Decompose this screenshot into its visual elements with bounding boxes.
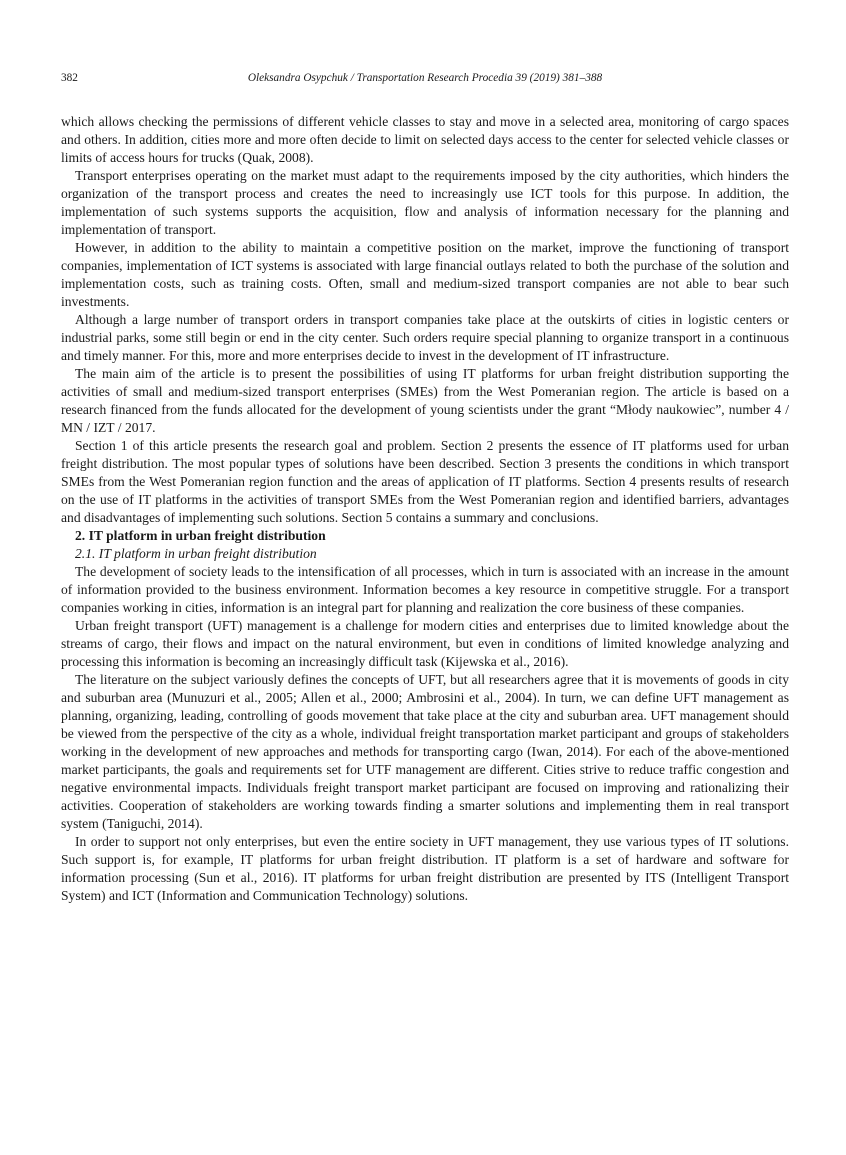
paragraph: The literature on the subject variously defines the concepts of UFT, but all researchers agree that it is movements of goods in city and suburban area (Munuzuri et al., 2005; Allen et al., 2000; Ambrosini et al., 2004). In turn, we can define UFT management as planning, organizing, leading, controlling of goods movement that take place at the city and suburban area. UFT management should be viewed from the perspective of the city as a whole, individual freight transportation market participant and groups of stakeholders working in the development of new approaches and methods for transporting cargo (Iwan, 2014). For each of the above-mentioned market participants, the goals and requirements set for UTF management are different. Cities strive to reduce traffic congestion and negative environmental impacts. Individuals freight transport market participant are focused on improving and rationalizing their activities. Cooperation of stakeholders are working towards finding a smarter solutions and implementing them in real transport system (Taniguchi, 2014). (61, 672, 789, 831)
paragraph: The development of society leads to the intensification of all processes, which in turn is associated with an increase in the amount of information provided to the business environment. Information becomes a key resource in competitive struggle. For a transport companies working in cities, information is an integral part for planning and realization the core business of these companies. (61, 564, 789, 615)
paragraph: Section 1 of this article presents the research goal and problem. Section 2 presents the essence of IT platforms used for urban freight distribution. The most popular types of solutions have been described. Section 3 presents the conditions in which transport SMEs from the West Pomeranian region function and the areas of application of IT platforms. Section 4 presents results of research on the use of IT platforms in the activities of transport SMEs from the West Pomeranian region and identified barriers, advantages and disadvantages of implementing such solutions. Section 5 contains a summary and conclusions. (61, 438, 789, 525)
paragraph: The main aim of the article is to present the possibilities of using IT platforms for urban freight distribution supporting the activities of small and medium-sized transport enterprises (SMEs) from the West Pomeranian region. The article is based on a research financed from the funds allocated for the development of young scientists under the grant “Młody naukowiec”, number 4 / MN / IZT / 2017. (61, 366, 789, 435)
paragraph: Urban freight transport (UFT) management is a challenge for modern cities and enterprises due to limited knowledge about the streams of cargo, their flows and impact on the natural environment, but even in conditions of limited knowledge analyzing and processing this information is becoming an increasingly difficult task (Kijewska et al., 2016). (61, 618, 789, 669)
running-header (61, 70, 789, 86)
paragraph: However, in addition to the ability to maintain a competitive position on the market, improve the functioning of transport companies, implementation of ICT systems is associated with large financial outlays related to both the purchase of the solution and implementation costs, such as training costs. Often, small and medium-sized transport companies are not able to bear such investments. (61, 240, 789, 309)
page-number: 382 (61, 72, 78, 84)
paragraph: In order to support not only enterprises, but even the entire society in UFT management, they use various types of IT solutions. Such support is, for example, IT platforms for urban freight distribution. IT platform is a set of hardware and software for information processing (Sun et al., 2016). IT platforms for urban freight distribution are presented by ITS (Intelligent Transport System) and ICT (Information and Communication Technology) solutions. (61, 834, 789, 903)
running-title: Oleksandra Osypchuk / Transportation Research Procedia 39 (2019) 381–388 (247, 72, 603, 84)
body-text (61, 113, 789, 905)
paragraph: Transport enterprises operating on the market must adapt to the requirements imposed by the city authorities, which hinders the organization of the transport process and creates the need to increasingly use ICT tools for this purpose. In addition, the implementation of such systems supports the acquisition, flow and analysis of information necessary for the planning and implementation of transport. (61, 168, 789, 237)
section-heading: 2. IT platform in urban freight distribution (75, 528, 326, 543)
paragraph: Although a large number of transport orders in transport companies take place at the outskirts of cities in logistic centers or industrial parks, some still begin or end in the city center. Such orders require special planning to organize transport in a continuous and timely manner. For this, more and more enterprises decide to invest in the development of IT infrastructure. (61, 312, 789, 363)
subsection-heading: 2.1. IT platform in urban freight distribution (75, 546, 317, 561)
paragraph: which allows checking the permissions of different vehicle classes to stay and move in a selected area, monitoring of cargo spaces and others. In addition, cities more and more often decide to limit on selected days access to the center for selected vehicle classes or limits of access hours for trucks (Quak, 2008). (61, 114, 789, 165)
